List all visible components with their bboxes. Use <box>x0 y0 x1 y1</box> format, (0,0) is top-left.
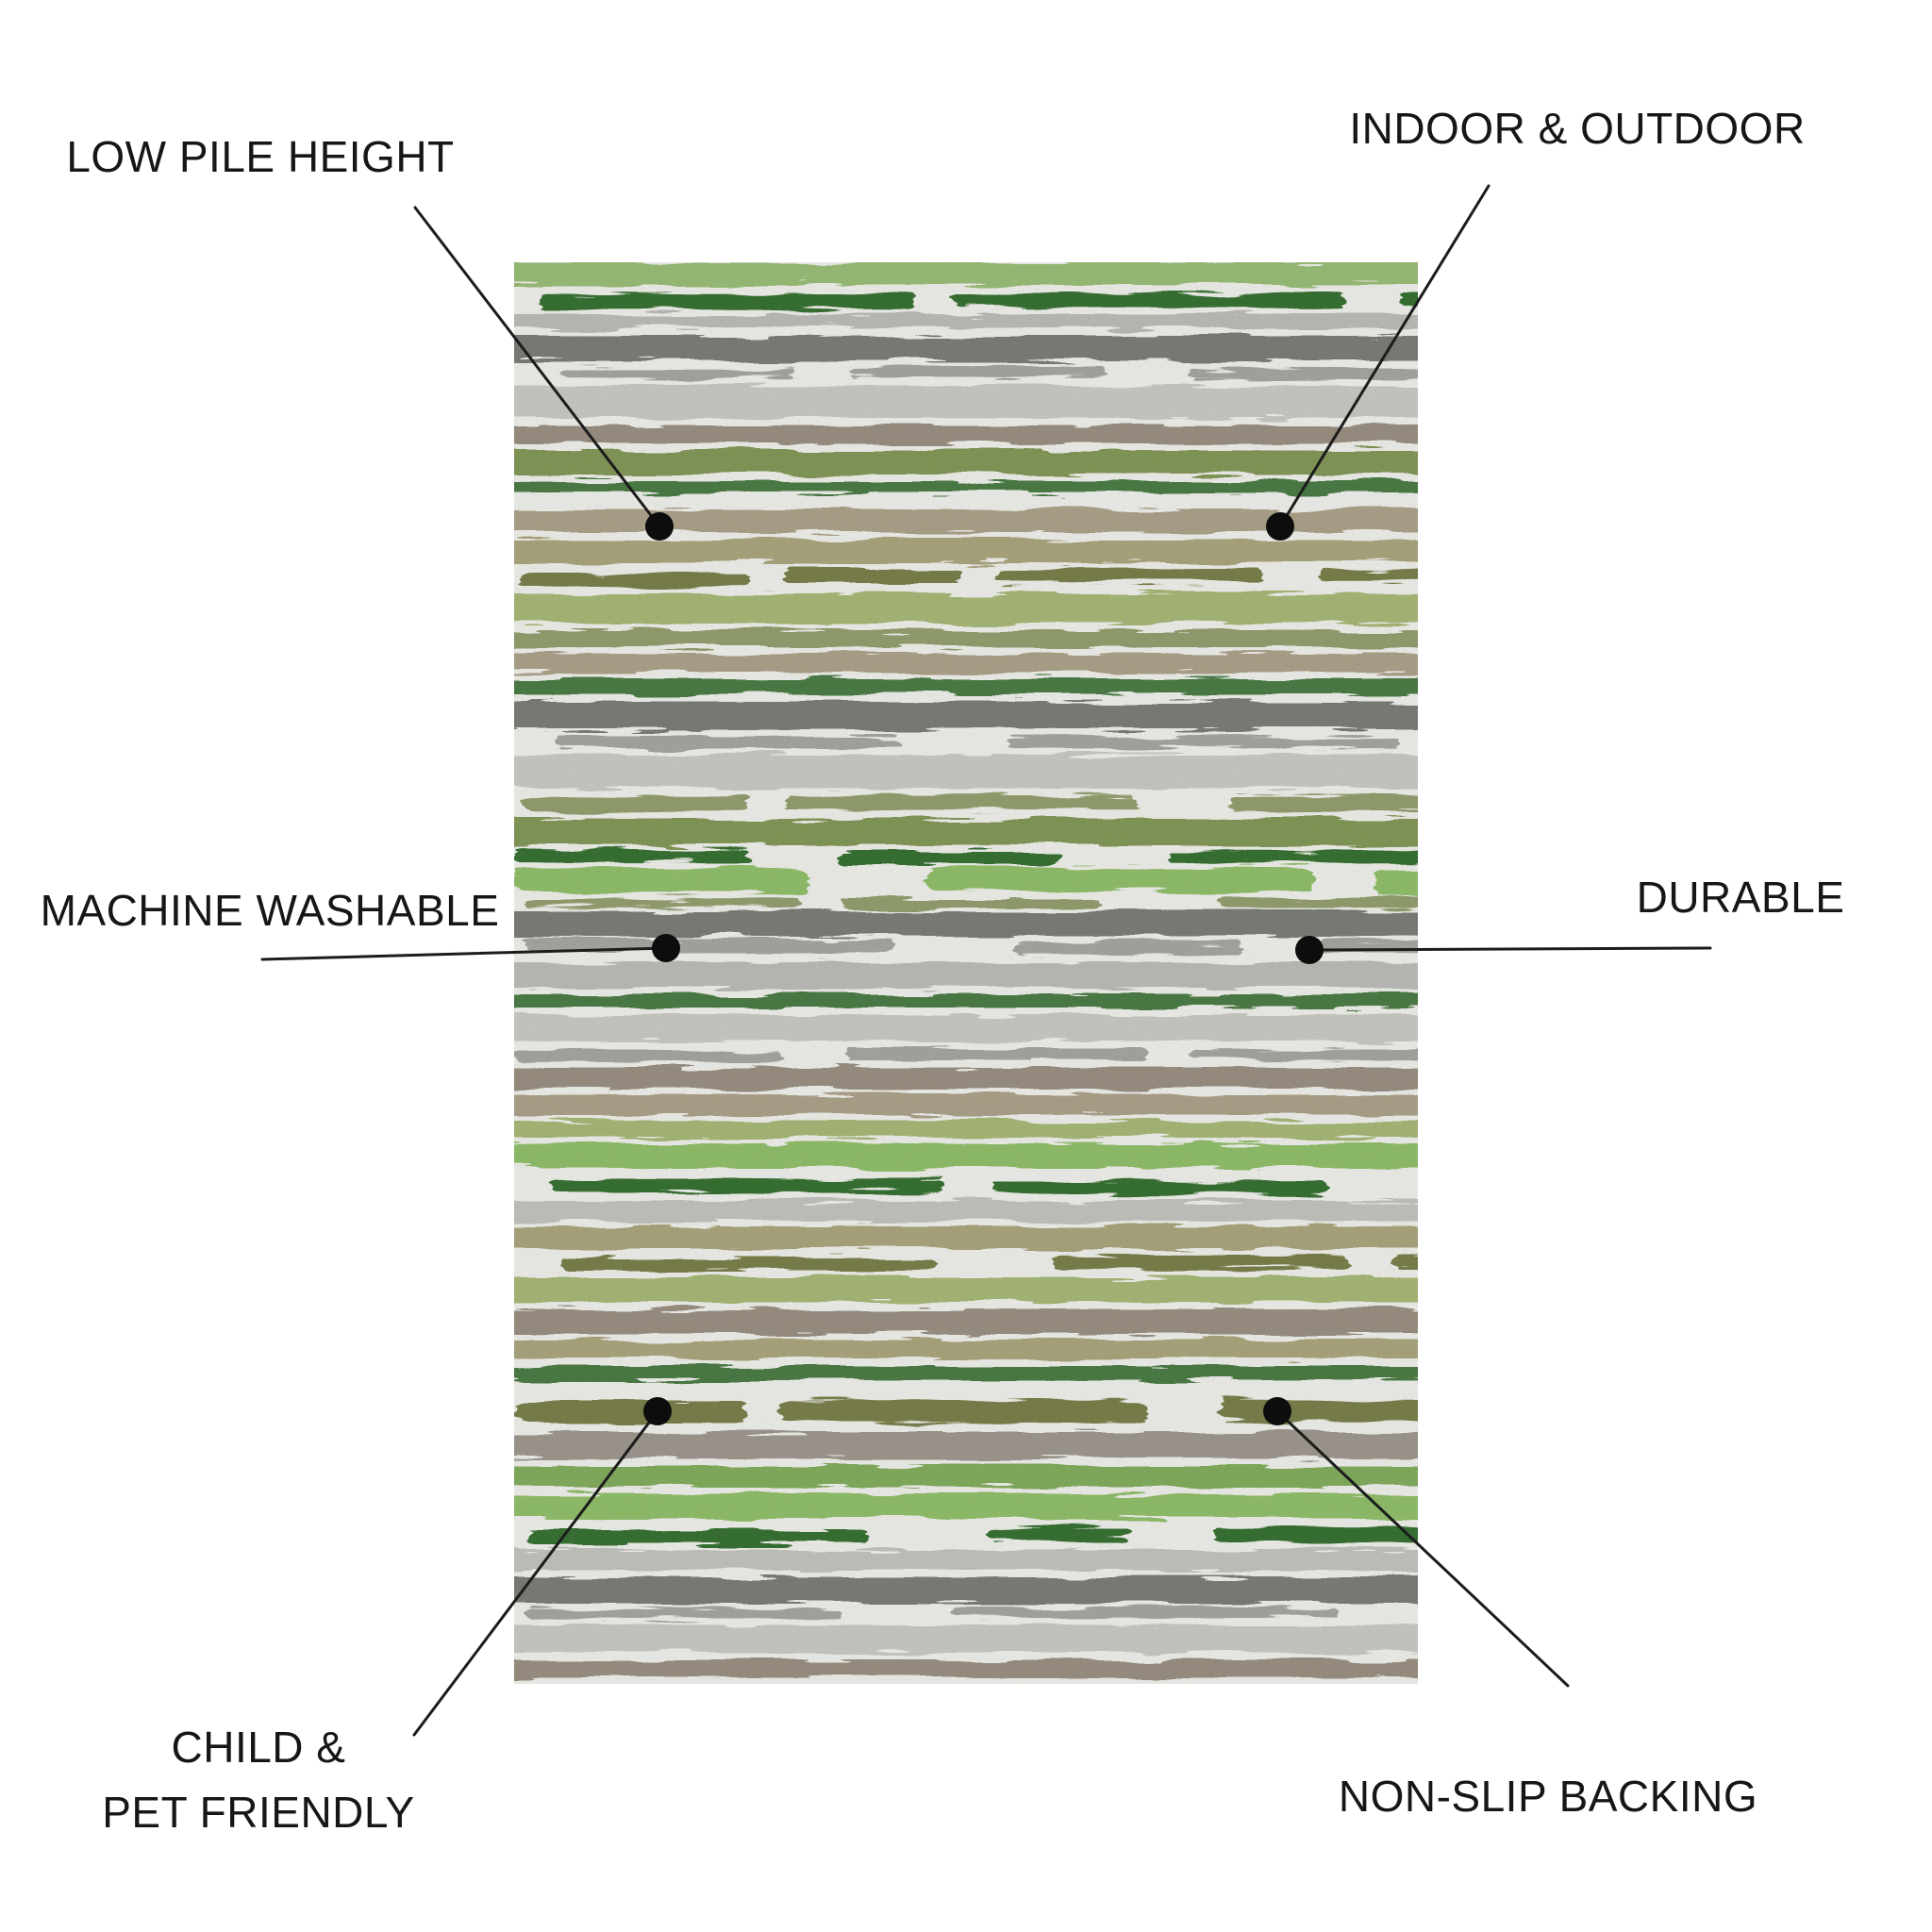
label-durable: DURABLE <box>1636 873 1845 922</box>
callout-dot-machine-washable <box>652 934 680 962</box>
label-non-slip-backing: NON-SLIP BACKING <box>1338 1772 1758 1821</box>
callout-line-durable <box>1309 948 1710 950</box>
label-child-pet-friendly-line1: CHILD & <box>171 1723 346 1772</box>
label-child-pet-friendly-line2: PET FRIENDLY <box>102 1788 415 1837</box>
callout-dot-low-pile-height <box>645 512 674 541</box>
label-indoor-outdoor: INDOOR & OUTDOOR <box>1349 104 1806 153</box>
callout-dot-child-pet-friendly <box>643 1397 672 1425</box>
rug-texture-overlay <box>514 262 1418 1684</box>
rug-image <box>497 262 1435 1684</box>
callout-dot-non-slip-backing <box>1263 1397 1291 1425</box>
label-machine-washable: MACHINE WASHABLE <box>40 886 500 935</box>
callout-dot-durable <box>1295 936 1324 964</box>
callout-dot-indoor-outdoor <box>1266 512 1294 541</box>
label-low-pile-height: LOW PILE HEIGHT <box>66 132 455 181</box>
